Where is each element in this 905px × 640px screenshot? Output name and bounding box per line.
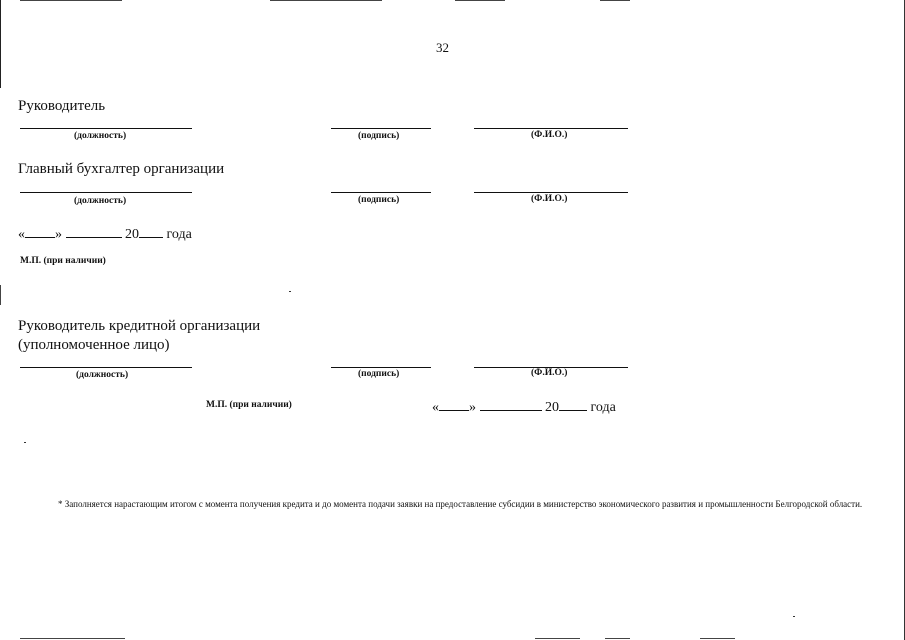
year-word: года [590,400,616,415]
position-caption: (должность) [76,370,129,380]
year-blank [559,398,587,411]
open-quote: « [18,227,25,242]
scan-top-fragment [270,0,382,1]
scan-edge-left-lower [0,285,1,305]
date-line [432,398,616,416]
position-line [20,192,192,193]
year-word: года [166,227,192,242]
close-quote: » [469,400,476,415]
month-blank [66,225,122,238]
year-blank [139,225,163,238]
scan-speck [289,291,291,292]
stamp-note: М.П. (при наличии) [20,256,106,266]
name-line [474,192,628,193]
position-line [20,128,192,129]
day-blank [439,398,469,411]
bank-head-title: Руководитель кредитной организации [18,318,261,334]
head-title: Руководитель [18,98,106,114]
footnote-text: * Заполняется нарастающим итогом с момента получения кредита и до момента подачи заявки на предоставление субсидии в министерство экономического развития и промышленности Белгородской области. [58,499,863,509]
scan-bottom-fragment [605,638,630,639]
position-line [20,367,192,368]
day-blank [25,225,55,238]
name-caption: (Ф.И.О.) [531,130,568,140]
position-caption: (должность) [74,196,127,206]
scan-speck [793,616,795,617]
name-caption: (Ф.И.О.) [531,368,568,378]
month-blank [480,398,542,411]
signature-line [331,367,431,368]
page-number: 32 [436,40,449,55]
name-caption: (Ф.И.О.) [531,194,568,204]
signature-caption: (подпись) [358,195,400,205]
date-line [18,225,192,243]
signature-caption: (подпись) [358,369,400,379]
open-quote: « [432,400,439,415]
scan-top-fragment [600,0,630,1]
close-quote: » [55,227,62,242]
name-line [474,128,628,129]
stamp-note: М.П. (при наличии) [206,400,292,410]
scan-top-fragment [20,0,122,1]
scan-speck [24,442,26,443]
bank-head-subtitle: (уполномоченное лицо) [18,337,170,353]
position-caption: (должность) [74,131,127,141]
century: 20 [125,227,139,242]
scan-bottom-fragment [700,638,735,639]
scan-top-fragment [455,0,505,1]
scan-bottom-fragment [20,638,125,639]
signature-caption: (подпись) [358,131,400,141]
signature-line [331,192,431,193]
century: 20 [545,400,559,415]
scan-bottom-fragment [535,638,580,639]
footnote [20,496,876,512]
chief-accountant-title: Главный бухгалтер организации [18,161,225,177]
signature-line [331,128,431,129]
scan-edge-left [0,0,1,88]
